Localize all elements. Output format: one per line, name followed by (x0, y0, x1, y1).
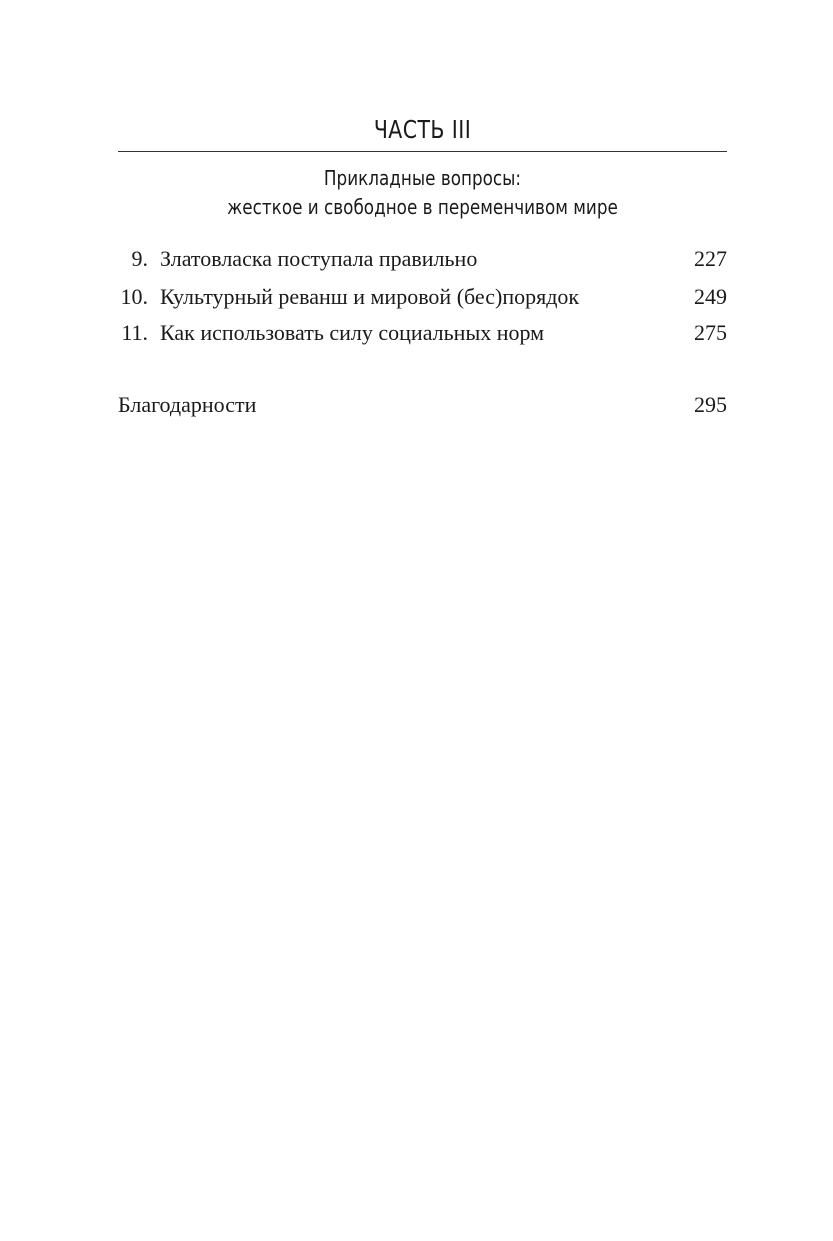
part-subtitle-line-1: Прикладные вопросы: (323, 166, 522, 190)
toc-page (118, 0, 727, 1241)
chapter-number: 9. (131, 246, 148, 271)
title-divider (118, 151, 727, 152)
part-title: ЧАСТЬ III (373, 115, 472, 144)
page-number: 249 (694, 284, 727, 309)
part-subtitle-line-2: жесткое и свободное в переменчивом мире (227, 195, 618, 219)
toc-entry-chapter-10[interactable] (118, 282, 727, 312)
chapter-title: Как использовать силу социальных норм (160, 320, 545, 345)
chapter-title: Культурный реванш и мировой (бес)порядок (160, 284, 580, 309)
page-number: 275 (694, 320, 727, 345)
toc-entry-acknowledgements[interactable] (118, 390, 727, 420)
toc-entry-chapter-9[interactable] (118, 244, 727, 274)
chapter-title: Златовласка поступала правильно (160, 246, 478, 271)
chapter-number: 11. (121, 320, 148, 345)
chapter-number: 10. (120, 284, 148, 309)
toc-entry-chapter-11[interactable] (118, 318, 727, 348)
acknowledgements-title: Благодарности (118, 392, 257, 417)
page-number: 227 (694, 246, 727, 271)
page-number: 295 (694, 392, 727, 417)
